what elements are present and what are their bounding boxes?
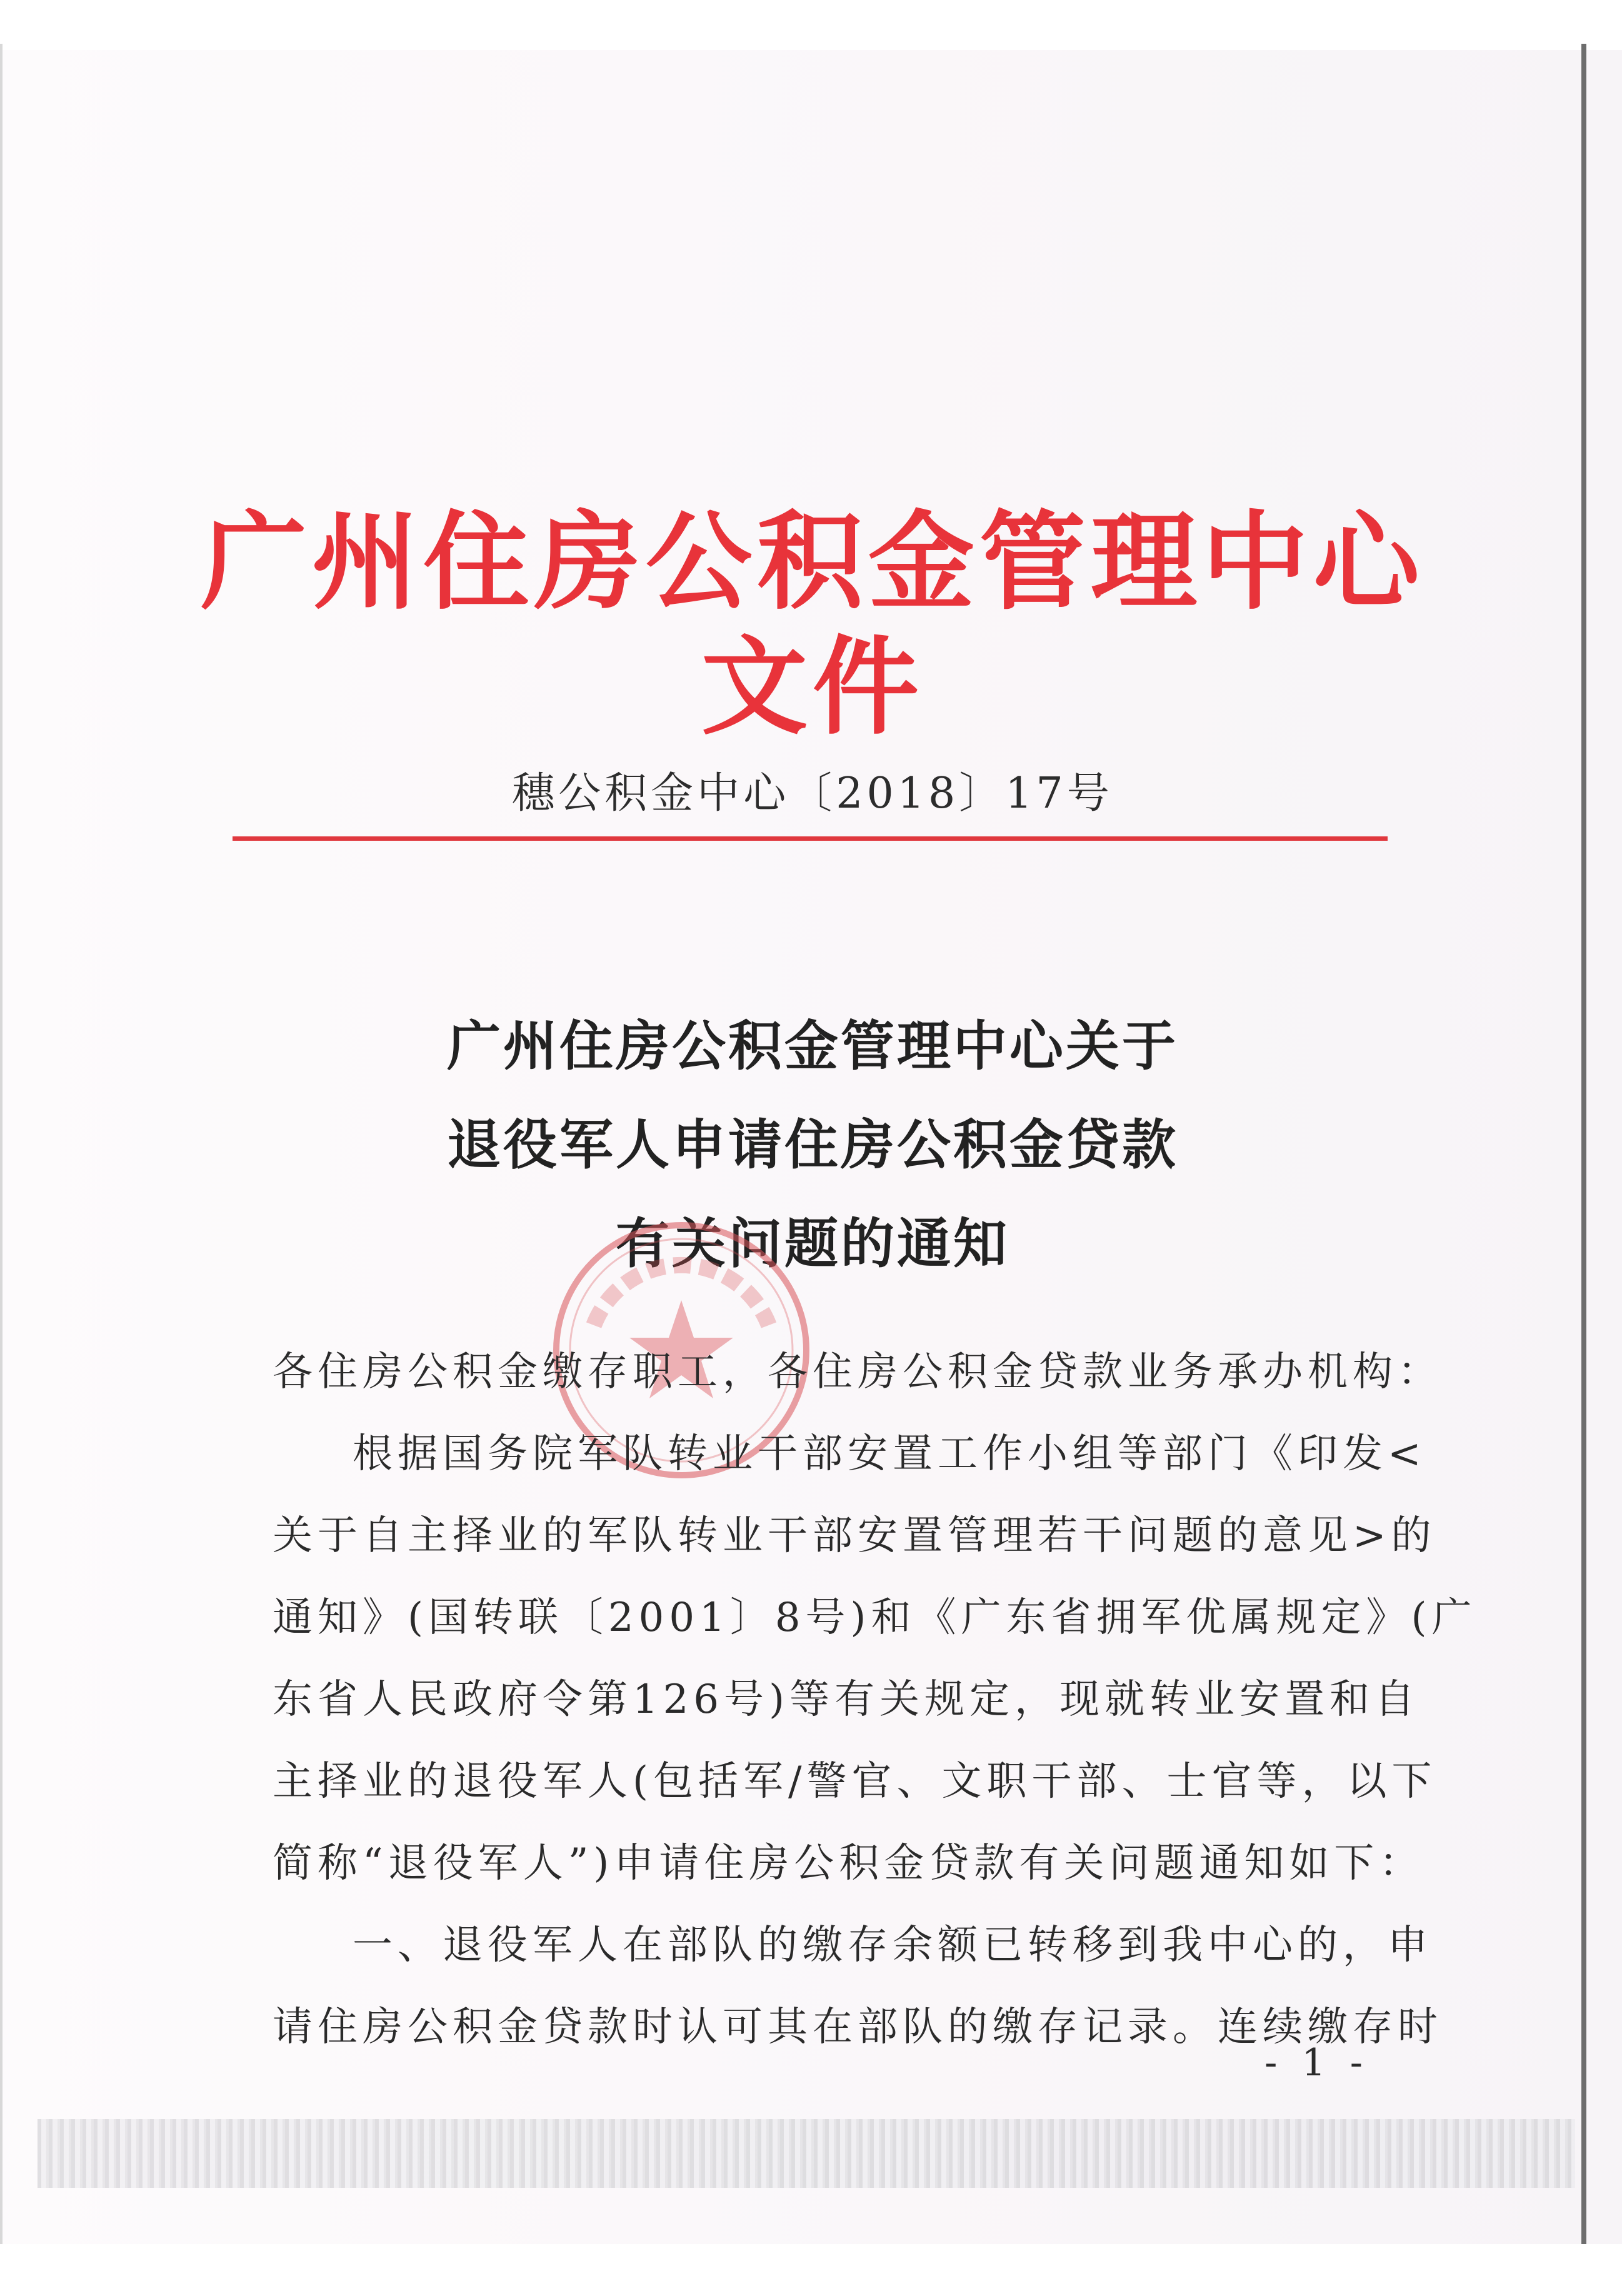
body-line: 东省人民政府令第126号)等有关规定，现就转业安置和自 xyxy=(273,1677,1420,1723)
notice-title-line: 有关问题的通知 xyxy=(616,1213,1009,1275)
red-divider-line xyxy=(233,836,1388,841)
scan-edge-left xyxy=(0,44,3,2244)
body-line: 通知》(国转联〔2001〕8号)和《广东省拥军优属规定》(广 xyxy=(273,1595,1477,1641)
page-number: - 1 - xyxy=(1264,2041,1369,2085)
scan-artifact-band xyxy=(38,2119,1575,2188)
notice-title-line: 退役军人申请住房公积金贷款 xyxy=(447,1114,1178,1176)
body-line: 关于自主择业的军队转业干部安置管理若干问题的意见>的 xyxy=(273,1513,1436,1559)
scan-edge-right xyxy=(1581,44,1586,2244)
body-line: 根据国务院军队转业干部安置工作小组等部门《印发< xyxy=(353,1431,1426,1477)
document-header-title: 广州住房公积金管理中心文件 xyxy=(200,501,1424,749)
body-line: 请住房公积金贷款时认可其在部队的缴存记录。连续缴存时 xyxy=(273,2004,1443,2050)
body-line: 各住房公积金缴存职工，各住房公积金贷款业务承办机构： xyxy=(273,1349,1443,1395)
body-line: 主择业的退役军人(包括军/警官、文职干部、士官等，以下 xyxy=(273,1758,1437,1805)
notice-title-line: 广州住房公积金管理中心关于 xyxy=(447,1015,1178,1078)
body-line: 一、退役军人在部队的缴存余额已转移到我中心的，申 xyxy=(353,1922,1433,1968)
scan-margin-top xyxy=(0,0,1622,50)
document-number: 穗公积金中心〔2018〕17号 xyxy=(512,769,1113,818)
scan-margin-bottom xyxy=(0,2244,1622,2296)
body-line: 简称“退役军人”)申请住房公积金贷款有关问题通知如下： xyxy=(273,1840,1424,1887)
body-text xyxy=(273,1331,1477,2068)
